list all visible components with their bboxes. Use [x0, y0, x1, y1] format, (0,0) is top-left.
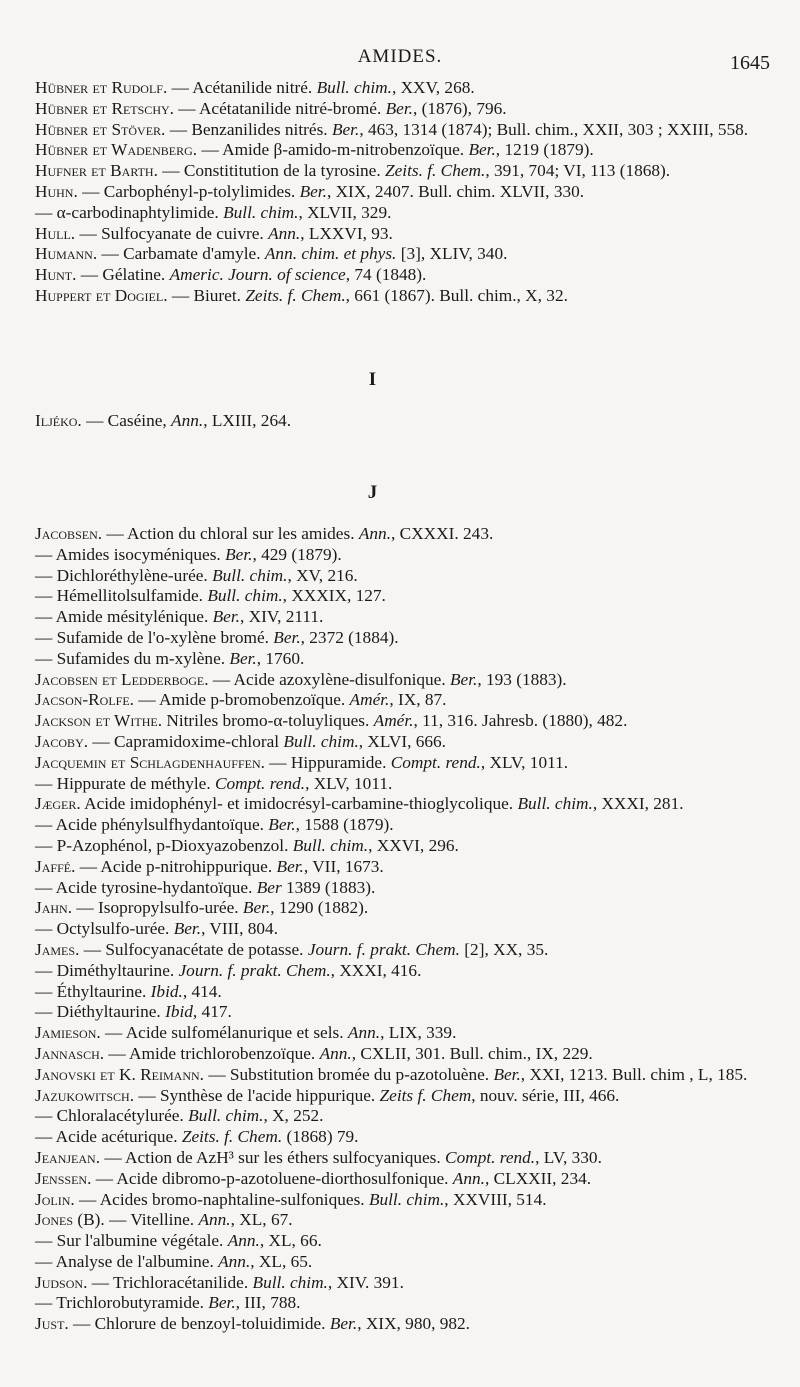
- entry-title: — Amide p-bromobenzoïque.: [138, 690, 346, 710]
- entry-title: — Analyse de l'albumine.: [35, 1251, 214, 1271]
- bibliography-entry: [35, 1210, 780, 1231]
- bibliography-entry: [35, 586, 780, 607]
- entry-author: Jolin.: [35, 1189, 75, 1209]
- entry-title: — Caséine,: [86, 411, 167, 430]
- bibliography-entry: [35, 524, 780, 545]
- entry-source: Amér.: [373, 711, 414, 731]
- bibliography-entry: [35, 182, 780, 203]
- entry-source: Compt. rend.: [445, 1147, 536, 1167]
- bibliography-entry: [35, 836, 780, 857]
- bibliography-entry: [35, 1086, 780, 1107]
- entry-title: Acide imidophényl- et imidocrésyl-carbamine-thioglycolique.: [84, 794, 514, 814]
- entry-title: — α-carbodinaphtylimide.: [35, 202, 219, 222]
- entry-details: , 414.: [182, 981, 222, 1001]
- entry-source: Zeits f. Chem: [379, 1085, 472, 1105]
- entry-source: Ibid.: [150, 981, 183, 1001]
- entry-title: — Acides bromo-naphtaline-sulfoniques.: [79, 1189, 365, 1209]
- entry-author: Jaffé.: [35, 856, 76, 876]
- entry-details: , 74 (1848).: [345, 265, 427, 285]
- entry-title: — Capramidoxime-chloral: [92, 731, 280, 751]
- entry-title: — Vitelline.: [109, 1210, 195, 1230]
- entry-title: — Octylsulfo-urée.: [35, 919, 170, 939]
- entry-author: Jones (B).: [35, 1210, 105, 1230]
- entry-title: — Sufamides du m-xylène.: [35, 648, 226, 668]
- bibliography-entry: [35, 1293, 780, 1314]
- entry-details: , CXXXI. 243.: [391, 524, 494, 543]
- bibliography-entry: [35, 878, 780, 899]
- entry-title: — Benzanilides nitrés.: [169, 119, 328, 139]
- bibliography-entry: [35, 1044, 780, 1065]
- entry-details: 1389 (1883).: [281, 877, 376, 897]
- bibliography-entry: [35, 286, 780, 307]
- entry-title: — Action de AzH³ sur les éthers sulfocyaniques.: [104, 1147, 441, 1167]
- entry-author: Jenssen.: [35, 1168, 92, 1188]
- entry-title: — Amide β-amido-m-nitrobenzoïque.: [201, 140, 465, 160]
- entry-author: Humann.: [35, 244, 98, 264]
- entry-author: Jazukowitsch.: [35, 1085, 135, 1105]
- entry-title: — Sulfocyanate de cuivre.: [79, 223, 264, 243]
- section-j-entries: [35, 524, 780, 1335]
- entry-details: , (1876), 796.: [412, 98, 507, 118]
- bibliography-entry: [35, 1106, 780, 1127]
- entry-source: Ann.: [198, 1210, 231, 1230]
- entry-author: Jahn.: [35, 898, 73, 918]
- entry-title: — Acide dibromo-p-azotoluene-diorthosulfonique.: [95, 1168, 449, 1188]
- entry-details: , XXV, 268.: [391, 78, 475, 97]
- entry-details: , 1588 (1879).: [295, 815, 394, 835]
- entry-title: — Synthèse de l'acide hippurique.: [138, 1085, 376, 1105]
- entry-title: — Amide trichlorobenzoïque.: [108, 1043, 316, 1063]
- section-h-entries: [35, 78, 780, 307]
- bibliography-entry: [35, 203, 780, 224]
- entry-source: Bull. chim.: [188, 1106, 264, 1126]
- entry-details: , XIV, 2111.: [239, 607, 324, 627]
- entry-source: Bull. chim.: [223, 202, 299, 222]
- entry-details: , 11, 316. Jahresb. (1880), 482.: [413, 711, 628, 731]
- entry-source: Ber.: [208, 1293, 236, 1313]
- entry-details: , XIX, 2407. Bull. chim. XLVII, 330.: [326, 181, 585, 201]
- entry-title: — Dichloréthylène-urée.: [35, 565, 208, 585]
- entry-author: Hunt.: [35, 265, 77, 285]
- entry-author: Jeanjean.: [35, 1147, 101, 1167]
- entry-details: [2], XX, 35.: [459, 939, 549, 959]
- bibliography-entry: [35, 670, 780, 691]
- entry-title: — Hippuramide.: [269, 752, 387, 772]
- entry-author: Jacobsen et Ledderboge.: [35, 669, 209, 689]
- entry-title: — Amide mésitylénique.: [35, 607, 209, 627]
- entry-title: — Action du chloral sur les amides.: [106, 524, 355, 543]
- entry-title: — Constititution de la tyrosine.: [162, 161, 381, 181]
- entry-title: — Acétatanilide nitré-bromé.: [178, 98, 382, 118]
- entry-source: Bull. chim.: [207, 586, 283, 606]
- entry-source: Ber.: [385, 98, 413, 118]
- entry-title: — Acide acéturique.: [35, 1127, 178, 1147]
- entry-details: , VII, 1673.: [303, 856, 384, 876]
- bibliography-entry: [35, 99, 780, 120]
- entry-details: , X, 252.: [263, 1106, 324, 1126]
- bibliography-entry: [35, 140, 780, 161]
- entry-title: — Sulfocyanacétate de potasse.: [83, 939, 304, 959]
- bibliography-entry: [35, 1065, 780, 1086]
- entry-title: — Hémellitolsulfamide.: [35, 586, 203, 606]
- entry-details: , XXVI, 296.: [368, 835, 459, 855]
- entry-details: , XXXIX, 127.: [282, 586, 386, 606]
- entry-source: Ber.: [273, 627, 301, 647]
- entry-details: , IX, 87.: [389, 690, 447, 710]
- entry-source: Bull. chim.: [517, 794, 593, 814]
- bibliography-entry: [35, 940, 780, 961]
- entry-details: , XIV. 391.: [327, 1272, 404, 1292]
- entry-source: Bull. chim.: [368, 1189, 445, 1209]
- entry-author: Janovski et K. Reimann.: [35, 1064, 204, 1084]
- entry-title: — Acétanilide nitré.: [171, 78, 313, 97]
- bibliography-entry: [35, 982, 780, 1003]
- section-letter-i: I: [368, 369, 377, 390]
- entry-source: Ibid: [165, 1002, 193, 1022]
- entry-details: , 1760.: [256, 648, 305, 668]
- entry-details: , 2372 (1884).: [300, 627, 399, 647]
- entry-source: Zeits. f. Chem.: [245, 285, 346, 305]
- entry-details: , 1219 (1879).: [495, 140, 594, 160]
- entry-author: Jacson-Rolfe.: [35, 690, 135, 710]
- entry-source: Ann.: [268, 223, 301, 243]
- entry-author: Hufner et Barth.: [35, 161, 158, 181]
- entry-details: , XXXI, 281.: [592, 794, 684, 814]
- entry-author: Jacobsen.: [35, 524, 103, 543]
- bibliography-entry: [35, 1002, 780, 1023]
- entry-source: Ann.: [227, 1231, 260, 1251]
- entry-details: , 1290 (1882).: [270, 898, 369, 918]
- entry-source: Compt. rend.: [214, 773, 306, 793]
- entry-details: , XLV, 1011.: [305, 773, 393, 793]
- entry-source: Ber.: [276, 856, 304, 876]
- entry-title: — Diméthyltaurine.: [35, 960, 175, 980]
- bibliography-entry: [35, 815, 780, 836]
- bibliography-entry: [35, 224, 780, 245]
- entry-source: Ber.: [268, 815, 296, 835]
- entry-author: Iljéko.: [35, 411, 82, 430]
- entry-author: Just.: [35, 1314, 69, 1334]
- entry-title: — Substitution bromée du p-azotoluène.: [208, 1064, 490, 1084]
- entry-source: Bull. chim.: [283, 731, 359, 751]
- entry-author: Judson.: [35, 1272, 88, 1292]
- entry-title: — Diéthyltaurine.: [35, 1002, 161, 1022]
- entry-source: Ber.: [493, 1064, 521, 1084]
- bibliography-entry: [35, 898, 780, 919]
- bibliography-entry: [35, 244, 780, 265]
- entry-source: Ber.: [225, 544, 253, 564]
- entry-source: Americ. Journ. of science: [169, 265, 346, 285]
- bibliography-entry: [35, 961, 780, 982]
- bibliography-entry: [35, 1273, 780, 1294]
- entry-details: , CXLII, 301. Bull. chim., IX, 229.: [351, 1043, 593, 1063]
- entry-author: Jamieson.: [35, 1023, 101, 1043]
- bibliography-entry: [35, 1148, 780, 1169]
- entry-source: Ber.: [449, 669, 478, 689]
- entry-details: , LV, 330.: [535, 1147, 602, 1167]
- entry-title: — Biuret.: [171, 285, 241, 305]
- entry-author: Hübner et Retschy.: [35, 98, 174, 118]
- bibliography-entry: [35, 857, 780, 878]
- entry-details: , 661 (1867). Bull. chim., X, 32.: [345, 285, 568, 305]
- entry-title: — Carbamate d'amyle.: [101, 244, 261, 264]
- bibliography-entry: [35, 1127, 780, 1148]
- entry-details: , XL, 66.: [259, 1231, 322, 1251]
- entry-title: — Hippurate de méthyle.: [35, 773, 211, 793]
- entry-source: Ber: [256, 877, 282, 897]
- bibliography-entry: [35, 711, 780, 732]
- entry-source: Ber.: [329, 1314, 358, 1334]
- entry-title: — Acide p-nitrohippurique.: [79, 856, 273, 876]
- bibliography-entry: [35, 411, 780, 432]
- page-title: AMIDES.: [357, 46, 443, 67]
- entry-details: , XLV, 1011.: [480, 752, 569, 772]
- entry-title: — Gélatine.: [80, 265, 166, 285]
- entry-source: Bull. chim.: [316, 78, 392, 97]
- entry-author: Hübner et Rudolf.: [35, 78, 168, 97]
- bibliography-entry: [35, 545, 780, 566]
- entry-title: — Chlorure de benzoyl-toluidimide.: [73, 1314, 326, 1334]
- bibliography-entry: [35, 1252, 780, 1273]
- entry-source: Journ. f. prakt. Chem.: [307, 939, 460, 959]
- entry-author: Jannasch.: [35, 1043, 105, 1063]
- entry-source: Ber.: [229, 648, 257, 668]
- bibliography-entry: [35, 690, 780, 711]
- bibliography-entry: [35, 161, 780, 182]
- entry-title: — Trichlorobutyramide.: [35, 1293, 204, 1313]
- entry-title: — Acide tyrosine-hydantoïque.: [35, 877, 253, 897]
- bibliography-entry: [35, 1023, 780, 1044]
- entry-author: James.: [35, 939, 80, 959]
- entry-details: , XXI, 1213. Bull. chim , L, 185.: [520, 1064, 748, 1084]
- bibliography-entry: [35, 1169, 780, 1190]
- entry-source: Ber.: [468, 140, 496, 160]
- entry-title: — Carbophényl-p-tolylimides.: [82, 181, 296, 201]
- entry-source: Bull. chim.: [252, 1272, 328, 1292]
- bibliography-entry: [35, 753, 780, 774]
- entry-details: , XLVII, 329.: [298, 202, 392, 222]
- entry-details: , XL, 67.: [230, 1210, 293, 1230]
- entry-details: , LXIII, 264.: [203, 411, 292, 430]
- entry-author: Hull.: [35, 223, 76, 243]
- entry-details: , CLXXII, 234.: [484, 1168, 592, 1188]
- entry-details: , III, 788.: [235, 1293, 301, 1313]
- entry-source: Bull. chim.: [292, 835, 369, 855]
- entry-details: (1868) 79.: [282, 1127, 359, 1147]
- entry-details: , 429 (1879).: [252, 544, 342, 564]
- entry-source: Ann.: [218, 1251, 251, 1271]
- section-letter-j: J: [367, 482, 378, 503]
- entry-source: Ber.: [173, 919, 202, 939]
- bibliography-entry: [35, 78, 780, 99]
- entry-details: , 391, 704; VI, 113 (1868).: [485, 161, 671, 181]
- entry-author: Huhn.: [35, 181, 78, 201]
- bibliography-entry: [35, 919, 780, 940]
- entry-author: Hübner et Wadenberg.: [35, 140, 198, 160]
- entry-source: Bull. chim.: [212, 565, 288, 585]
- entry-source: Journ. f. prakt. Chem.: [178, 960, 331, 980]
- bibliography-entry: [35, 566, 780, 587]
- entry-source: Compt. rend.: [390, 752, 481, 772]
- entry-title: — Trichloracétanilide.: [91, 1272, 249, 1292]
- entry-title: — Sur l'albumine végétale.: [35, 1231, 224, 1251]
- entry-details: , XIX, 980, 982.: [357, 1314, 470, 1334]
- entry-details: , 417.: [192, 1002, 232, 1022]
- bibliography-entry: [35, 794, 780, 815]
- entry-source: Ann.: [171, 411, 204, 430]
- entry-details: , 463, 1314 (1874); Bull. chim., XXII, 303 ; XXIII, 558.: [359, 119, 749, 139]
- entry-source: Ann. chim. et phys.: [264, 244, 397, 264]
- entry-title: — Acide phénylsulfhydantoïque.: [35, 815, 264, 835]
- entry-details: , LIX, 339.: [380, 1023, 457, 1043]
- bibliography-entry: [35, 628, 780, 649]
- bibliography-entry: [35, 120, 780, 141]
- entry-author: Jacquemin et Schlagdenhauffen.: [35, 752, 265, 772]
- entry-author: Huppert et Dogiel.: [35, 285, 168, 305]
- entry-details: [3], XLIV, 340.: [396, 244, 508, 264]
- entry-title: — Sufamide de l'o-xylène bromé.: [35, 627, 269, 647]
- entry-title: — Isopropylsulfo-urée.: [76, 898, 239, 918]
- entry-title: — Éthyltaurine.: [35, 981, 147, 1001]
- entry-author: Jæger.: [35, 794, 81, 814]
- bibliography-entry: [35, 265, 780, 286]
- entry-author: Hübner et Stöver.: [35, 119, 166, 139]
- entry-title: — Acide azoxylène-disulfonique.: [212, 669, 446, 689]
- entry-title: — Acide sulfomélanurique et sels.: [105, 1023, 344, 1043]
- entry-details: , XLVI, 666.: [358, 731, 446, 751]
- entry-title: — P-Azophénol, p-Dioxyazobenzol.: [35, 835, 289, 855]
- section-i-entries: [35, 411, 780, 432]
- entry-details: , nouv. série, III, 466.: [471, 1085, 620, 1105]
- entry-source: Ann.: [358, 524, 392, 543]
- bibliography-entry: [35, 607, 780, 628]
- entry-title: — Chloralacétylurée.: [35, 1106, 184, 1126]
- bibliography-entry: [35, 1314, 780, 1335]
- entry-author: Jacoby.: [35, 731, 89, 751]
- bibliography-entry: [35, 1190, 780, 1211]
- bibliography-entry: [35, 732, 780, 753]
- entry-details: , XXXI, 416.: [330, 960, 422, 980]
- entry-source: Ber.: [242, 898, 271, 918]
- entry-author: Jackson et Withe.: [35, 711, 163, 731]
- bibliography-entry: [35, 649, 780, 670]
- bibliography-entry: [35, 774, 780, 795]
- entry-source: Ber.: [331, 119, 360, 139]
- entry-source: Ann.: [319, 1043, 352, 1063]
- page-number: 1645: [730, 52, 770, 74]
- entry-details: , 193 (1883).: [477, 669, 567, 689]
- entry-details: , LXXVI, 93.: [300, 223, 393, 243]
- entry-details: , XXVIII, 514.: [444, 1189, 547, 1209]
- entry-source: Ann.: [347, 1023, 381, 1043]
- entry-source: Ann.: [452, 1168, 485, 1188]
- entry-title: Nitriles bromo-α-toluyliques.: [166, 711, 370, 731]
- entry-source: Ber.: [299, 181, 327, 201]
- entry-source: Ber.: [212, 607, 240, 627]
- entry-source: Amér.: [349, 690, 390, 710]
- entry-title: — Amides isocyméniques.: [35, 544, 221, 564]
- entry-details: , XL, 65.: [250, 1251, 313, 1271]
- entry-source: Zeits. f. Chem.: [181, 1127, 283, 1147]
- entry-details: , VIII, 804.: [201, 919, 279, 939]
- entry-details: , XV, 216.: [287, 565, 358, 585]
- bibliography-entry: [35, 1231, 780, 1252]
- entry-source: Zeits. f. Chem.: [384, 161, 486, 181]
